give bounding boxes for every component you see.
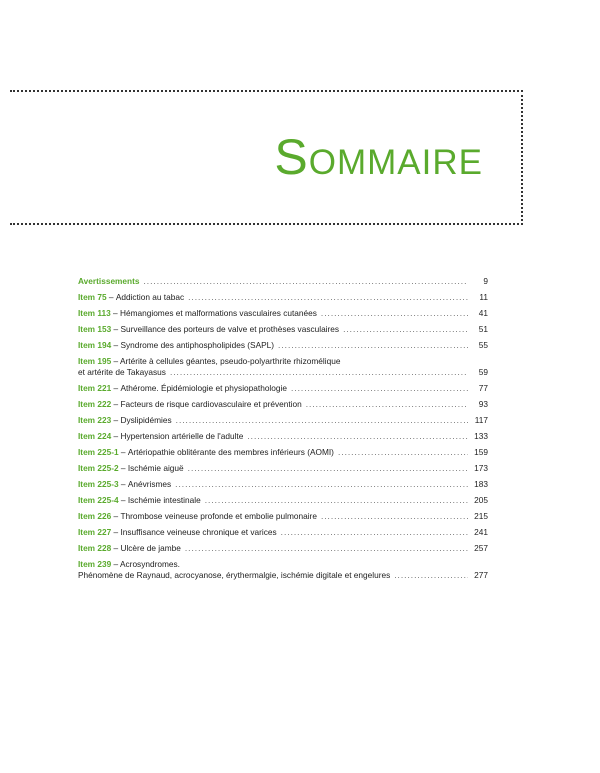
toc-item-label: Item 225-4 xyxy=(78,495,119,505)
toc-item-title: Ischémie intestinale xyxy=(127,495,201,505)
toc-item-label: Item 194 xyxy=(78,340,112,350)
toc-entry-line xyxy=(78,431,488,442)
toc-entry[interactable] xyxy=(78,308,488,319)
toc-separator: – xyxy=(118,495,128,505)
toc-item-title: Artérite à cellules géantes, pseudo-polyarthrite rhizomélique xyxy=(120,356,341,366)
toc-entry-line xyxy=(78,340,488,351)
toc-item-title: Artériopathie oblitérante des membres inférieurs (AOMI) xyxy=(127,447,334,457)
toc-entry[interactable] xyxy=(78,399,488,410)
toc-entry[interactable] xyxy=(78,356,488,378)
toc-separator: – xyxy=(118,447,128,457)
toc-item-title: Ischémie aiguë xyxy=(127,463,184,473)
toc-entry-line xyxy=(78,495,488,506)
toc-item-label: Item 75 xyxy=(78,292,107,302)
toc-separator: – xyxy=(118,479,128,489)
toc-separator: – xyxy=(111,415,121,425)
toc-leader-dots xyxy=(281,527,468,538)
toc-page-number: 241 xyxy=(474,527,488,537)
toc-item-title: Acrosyndromes. xyxy=(120,559,180,569)
toc-item-title: Dyslipidémies xyxy=(120,415,172,425)
toc-entry-line xyxy=(78,570,488,581)
toc-item-label: Item 224 xyxy=(78,431,112,441)
toc-item-title: Insuffisance veineuse chronique et varices xyxy=(120,527,277,537)
toc-item-label: Item 228 xyxy=(78,543,112,553)
toc-leader-dots xyxy=(321,511,468,522)
toc-item-title: Thrombose veineuse profonde et embolie pulmonaire xyxy=(120,511,317,521)
toc-page-number: 41 xyxy=(478,308,488,318)
toc-page-number: 183 xyxy=(474,479,488,489)
page-title: Sommaire xyxy=(274,129,483,185)
toc-separator: – xyxy=(118,463,128,473)
toc-item-title: Anévrismes xyxy=(127,479,172,489)
toc-page-number: 51 xyxy=(478,324,488,334)
toc-entry[interactable] xyxy=(78,447,488,458)
toc-entry[interactable] xyxy=(78,463,488,474)
toc-item-title: Syndrome des antiphospholipides (SAPL) xyxy=(120,340,275,350)
toc-item-label: Item 223 xyxy=(78,415,112,425)
toc-item-title-continued: et artérite de Takayasus xyxy=(78,367,166,377)
toc-item-title: Ulcère de jambe xyxy=(120,543,181,553)
toc-entry[interactable] xyxy=(78,479,488,490)
toc-page-number: 205 xyxy=(474,495,488,505)
toc-item-label: Item 225-1 xyxy=(78,447,119,457)
toc-page-number: 55 xyxy=(478,340,488,350)
toc-entry[interactable] xyxy=(78,527,488,538)
toc-separator: – xyxy=(111,431,121,441)
toc-entry[interactable] xyxy=(78,292,488,303)
toc-leader-dots xyxy=(176,415,468,426)
toc-leader-dots xyxy=(306,399,468,410)
toc-entry[interactable] xyxy=(78,415,488,426)
toc-entry-line xyxy=(78,399,488,410)
toc-leader-dots xyxy=(247,431,468,442)
toc-page-number: 215 xyxy=(474,511,488,521)
toc-item-title: Surveillance des porteurs de valve et prothèses vasculaires xyxy=(120,324,340,334)
toc-entry-line xyxy=(78,543,488,554)
toc-entry[interactable] xyxy=(78,511,488,522)
toc-leader-dots xyxy=(170,367,468,378)
toc-item-label: Avertissements xyxy=(78,276,140,286)
toc-entry[interactable] xyxy=(78,559,488,581)
toc-page-number: 77 xyxy=(478,383,488,393)
toc-item-title: Hémangiomes et malformations vasculaires cutanées xyxy=(119,308,317,318)
toc-entry-line xyxy=(78,447,488,458)
toc-page-number: 117 xyxy=(474,415,488,425)
toc-item-title: Addiction au tabac xyxy=(115,292,185,302)
toc-entry[interactable] xyxy=(78,383,488,394)
toc-entry-line xyxy=(78,276,488,287)
toc-separator: – xyxy=(111,399,121,409)
toc-entry[interactable] xyxy=(78,340,488,351)
toc-page-number: 159 xyxy=(474,447,488,457)
toc-separator: – xyxy=(111,527,121,537)
toc-page-number: 9 xyxy=(483,276,488,286)
toc-leader-dots xyxy=(188,463,468,474)
toc-item-label: Item 227 xyxy=(78,527,112,537)
toc-item-title: Hypertension artérielle de l'adulte xyxy=(120,431,244,441)
toc-item-label: Item 225-2 xyxy=(78,463,119,473)
toc-entry-line xyxy=(78,383,488,394)
toc-entry-line xyxy=(78,479,488,490)
toc-entry-first-line xyxy=(78,356,488,367)
toc-leader-dots xyxy=(343,324,468,335)
toc-leader-dots xyxy=(175,479,468,490)
toc-item-label: Item 226 xyxy=(78,511,112,521)
toc-item-label: Item 221 xyxy=(78,383,112,393)
toc-entry-line xyxy=(78,308,488,319)
toc-entry[interactable] xyxy=(78,495,488,506)
toc-page-number: 11 xyxy=(479,292,488,302)
toc-separator: – xyxy=(111,383,121,393)
toc-leader-dots xyxy=(321,308,468,319)
toc-separator: – xyxy=(111,543,121,553)
toc-leader-dots xyxy=(188,292,468,303)
toc-entry-line xyxy=(78,511,488,522)
toc-item-label: Item 239 xyxy=(78,559,112,569)
toc-separator: – xyxy=(106,292,116,302)
toc-entry-line xyxy=(78,415,488,426)
toc-item-label: Item 195 xyxy=(78,356,112,366)
toc-entry[interactable] xyxy=(78,543,488,554)
toc-separator: – xyxy=(111,340,121,350)
toc-page-number: 257 xyxy=(474,543,488,553)
toc-leader-dots xyxy=(338,447,468,458)
toc-separator: – xyxy=(110,308,120,318)
toc-page-number: 133 xyxy=(474,431,488,441)
toc-entry-first-line xyxy=(78,559,488,570)
toc-entry[interactable] xyxy=(78,324,488,335)
toc-item-label: Item 225-3 xyxy=(78,479,119,489)
toc-entry[interactable] xyxy=(78,431,488,442)
toc-leader-dots xyxy=(185,543,468,554)
toc-item-label: Item 222 xyxy=(78,399,112,409)
toc-leader-dots xyxy=(205,495,468,506)
toc-separator: – xyxy=(111,356,120,366)
table-of-contents xyxy=(78,276,488,586)
toc-entry-line xyxy=(78,292,488,303)
toc-item-title-continued: Phénomène de Raynaud, acrocyanose, érythermalgie, ischémie digitale et engelures xyxy=(78,570,391,580)
toc-leader-dots xyxy=(394,570,468,581)
toc-page-number: 173 xyxy=(474,463,488,473)
toc-leader-dots xyxy=(291,383,468,394)
toc-leader-dots xyxy=(278,340,468,351)
toc-page-number: 277 xyxy=(474,570,488,580)
toc-separator: – xyxy=(111,324,121,334)
title-frame xyxy=(10,90,523,225)
toc-entry-line xyxy=(78,527,488,538)
toc-entry-line xyxy=(78,324,488,335)
toc-entry[interactable] xyxy=(78,276,488,287)
toc-leader-dots xyxy=(144,276,469,287)
toc-item-title: Facteurs de risque cardiovasculaire et prévention xyxy=(120,399,302,409)
toc-entry-line xyxy=(78,367,488,378)
toc-entry-line xyxy=(78,463,488,474)
toc-page-number: 93 xyxy=(478,399,488,409)
toc-item-label: Item 153 xyxy=(78,324,112,334)
toc-item-title: Athérome. Épidémiologie et physiopathologie xyxy=(120,383,287,393)
toc-separator: – xyxy=(111,511,121,521)
toc-separator: – xyxy=(111,559,120,569)
toc-item-label: Item 113 xyxy=(78,308,111,318)
toc-page-number: 59 xyxy=(478,367,488,377)
